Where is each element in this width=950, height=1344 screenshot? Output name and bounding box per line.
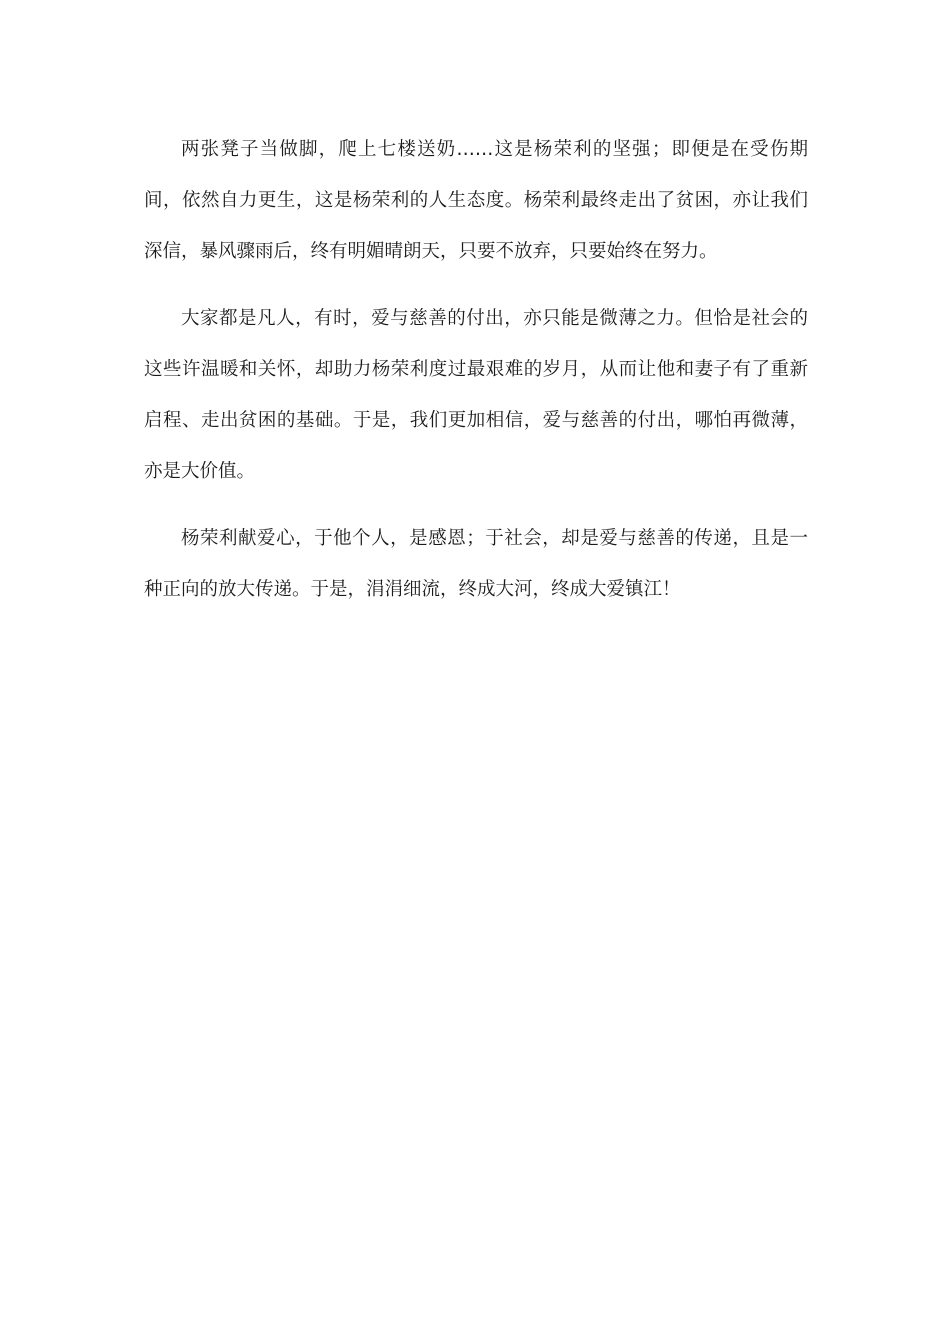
paragraph-1: 两张凳子当做脚，爬上七楼送奶……这是杨荣利的坚强；即便是在受伤期间，依然自力更生，这是杨荣利的人生态度。杨荣利最终走出了贫困，亦让我们深信，暴风骤雨后，终有明媚晴朗天，只要不放弃，只要始终在努力。 (144, 139, 808, 262)
paragraph-3: 杨荣利献爱心，于他个人，是感恩；于社会，却是爱与慈善的传递，且是一种正向的放大传递。于是，涓涓细流，终成大河，终成大爱镇江！ (144, 528, 808, 600)
paragraph-2: 大家都是凡人，有时，爱与慈善的付出，亦只能是微薄之力。但恰是社会的这些许温暖和关怀，却助力杨荣利度过最艰难的岁月，从而让他和妻子有了重新启程、走出贫困的基础。于是，我们更加相信，爱与慈善的付出，哪怕再微薄，亦是大价值。 (144, 308, 808, 482)
document-body (144, 124, 808, 631)
